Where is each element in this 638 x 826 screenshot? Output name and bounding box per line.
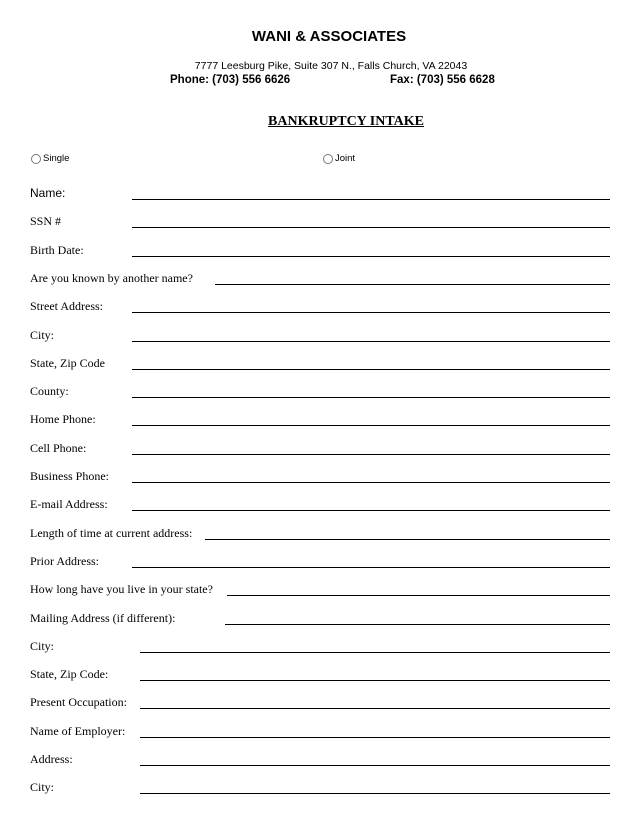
field-input-line[interactable] [140, 652, 610, 653]
form-field-row [0, 639, 638, 667]
form-field-row [0, 554, 638, 582]
field-input-line[interactable] [140, 708, 610, 709]
form-field-row [0, 328, 638, 356]
field-input-line[interactable] [132, 341, 610, 342]
single-label: Single [43, 153, 70, 164]
joint-label: Joint [335, 153, 356, 164]
field-input-line[interactable] [205, 539, 610, 540]
field-input-line[interactable] [132, 369, 610, 370]
field-label: City: [30, 327, 55, 342]
field-input-line[interactable] [140, 765, 610, 766]
field-label: Mailing Address (if different): [30, 610, 176, 625]
form-field-row [0, 695, 638, 723]
field-label: Are you known by another name? [30, 270, 193, 285]
field-label: State, Zip Code: [30, 667, 109, 682]
field-input-line[interactable] [140, 680, 610, 681]
field-input-line[interactable] [132, 425, 610, 426]
field-input-line[interactable] [132, 397, 610, 398]
field-input-line[interactable] [132, 312, 610, 313]
form-field-row [0, 497, 638, 525]
form-field-row [0, 724, 638, 752]
form-field-row [0, 780, 638, 808]
field-input-line[interactable] [140, 793, 610, 794]
field-input-line[interactable] [132, 227, 610, 228]
field-input-line[interactable] [132, 256, 610, 257]
form-field-row [0, 384, 638, 412]
field-label: Business Phone: [30, 469, 110, 483]
field-input-line[interactable] [132, 199, 610, 200]
form-field-row [0, 526, 638, 554]
form-field-row [0, 299, 638, 327]
form-field-row [0, 469, 638, 497]
field-label: Street Address: [30, 299, 103, 314]
form-field-row [0, 611, 638, 639]
field-label: SSN # [30, 214, 62, 229]
field-label: Name of Employer: [30, 723, 126, 738]
field-input-line[interactable] [132, 567, 610, 568]
field-label: Address: [30, 752, 73, 766]
field-label: City: [30, 780, 55, 795]
firm-phone: Phone: (703) 556 6626 [170, 74, 291, 86]
field-input-line[interactable] [225, 624, 610, 625]
field-label: Birth Date: [30, 242, 84, 257]
radio-circle-icon [31, 154, 41, 164]
firm-address: 7777 Leesburg Pike, Suite 307 N., Falls Church, VA 22043 [194, 60, 468, 72]
form-title: BANKRUPTCY INTAKE [268, 114, 424, 129]
form-field-row [0, 243, 638, 271]
field-input-line[interactable] [227, 595, 610, 596]
form-field-row [0, 412, 638, 440]
field-label: Home Phone: [30, 412, 96, 427]
firm-fax: Fax: (703) 556 6628 [390, 74, 495, 86]
form-field-row [0, 752, 638, 780]
joint-radio[interactable] [323, 153, 355, 164]
field-label: Length of time at current address: [30, 525, 193, 540]
form-field-row [0, 441, 638, 469]
field-input-line[interactable] [132, 482, 610, 483]
single-radio[interactable] [31, 153, 69, 164]
field-label: E-mail Address: [30, 497, 108, 512]
field-input-line[interactable] [215, 284, 610, 285]
field-input-line[interactable] [140, 737, 610, 738]
form-field-row [0, 667, 638, 695]
form-field-row [0, 214, 638, 242]
field-label: Prior Address: [30, 553, 99, 568]
firm-name: WANI & ASSOCIATES [251, 28, 407, 45]
field-label: How long have you live in your state? [30, 582, 213, 597]
field-input-line[interactable] [132, 510, 610, 511]
field-label: Present Occupation: [30, 695, 127, 710]
field-label: State, Zip Code [30, 355, 105, 370]
field-label: Name: [30, 186, 66, 200]
field-input-line[interactable] [132, 454, 610, 455]
field-label: County: [30, 384, 69, 399]
form-field-row [0, 356, 638, 384]
field-label: City: [30, 638, 55, 653]
form-field-row [0, 582, 638, 610]
radio-circle-icon [323, 154, 333, 164]
form-field-row [0, 271, 638, 299]
field-label: Cell Phone: [30, 440, 87, 455]
form-field-row [0, 186, 638, 214]
